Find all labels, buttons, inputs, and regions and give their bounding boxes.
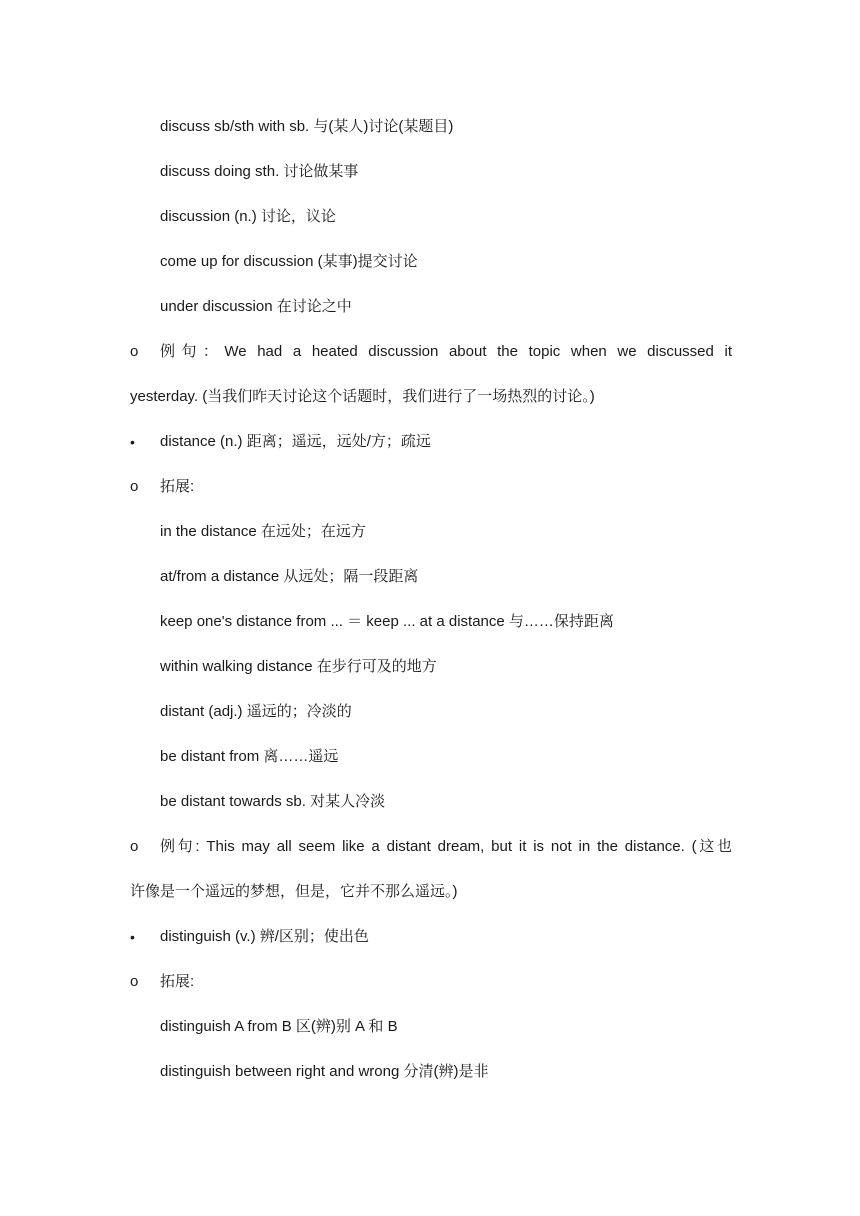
- text-line: [130, 338, 732, 383]
- text-line: [130, 968, 732, 1013]
- text-line: [130, 428, 732, 473]
- line-text: discuss doing sth. 讨论做某事: [160, 163, 359, 180]
- line-text: within walking distance 在步行可及的地方: [160, 658, 437, 675]
- text-line: [130, 563, 732, 608]
- line-text: discuss sb/sth with sb. 与(某人)讨论(某题目): [160, 118, 454, 135]
- text-line: [130, 248, 732, 293]
- line-text: at/from a distance 从远处；隔一段距离: [160, 568, 419, 585]
- text-line: [130, 383, 732, 428]
- line-marker: •: [130, 929, 135, 945]
- line-text: come up for discussion (某事)提交讨论: [160, 253, 418, 270]
- text-line: [130, 878, 732, 923]
- line-marker: o: [130, 973, 139, 990]
- line-marker: o: [130, 343, 139, 360]
- text-body: [130, 113, 732, 1103]
- line-text: in the distance 在远处；在远方: [160, 523, 366, 540]
- line-text: discussion (n.) 讨论，议论: [160, 208, 336, 225]
- text-line: [130, 293, 732, 338]
- line-text: distance (n.) 距离；遥远，远处/方；疏远: [160, 433, 431, 450]
- line-text: 例句: This may all seem like a distant dream, but it is not in the distance. (这也: [160, 838, 732, 855]
- text-line: [130, 788, 732, 833]
- line-text: distinguish between right and wrong 分清(辨)是非: [160, 1063, 489, 1080]
- line-text: 例句：We had a heated discussion about the topic when we discussed it: [160, 343, 732, 360]
- line-text: yesterday. (当我们昨天讨论这个话题时，我们进行了一场热烈的讨论。): [130, 388, 595, 405]
- text-line: [130, 1013, 732, 1058]
- line-text: distant (adj.) 遥远的；冷淡的: [160, 703, 352, 720]
- text-line: [130, 653, 732, 698]
- text-line: [130, 158, 732, 203]
- line-text: under discussion 在讨论之中: [160, 298, 352, 315]
- text-line: [130, 518, 732, 563]
- line-text: be distant from 离……遥远: [160, 748, 339, 765]
- line-text: 拓展:: [160, 973, 195, 990]
- line-text: distinguish A from B 区(辨)别 A 和 B: [160, 1018, 398, 1035]
- line-marker: o: [130, 838, 139, 855]
- line-text: 拓展:: [160, 478, 195, 495]
- text-line: [130, 833, 732, 878]
- line-text: distinguish (v.) 辨/区别；使出色: [160, 928, 369, 945]
- text-line: [130, 743, 732, 788]
- line-marker: o: [130, 478, 139, 495]
- line-text: 许像是一个遥远的梦想，但是，它并不那么遥远。): [130, 883, 458, 900]
- text-line: [130, 923, 732, 968]
- line-marker: •: [130, 434, 135, 450]
- line-text: keep one's distance from ... ＝ keep ... at a distance 与……保持距离: [160, 613, 614, 630]
- text-line: [130, 608, 732, 653]
- line-text: be distant towards sb. 对某人冷淡: [160, 793, 386, 810]
- text-line: [130, 1058, 732, 1103]
- text-line: [130, 473, 732, 518]
- text-line: [130, 203, 732, 248]
- text-line: [130, 113, 732, 158]
- text-line: [130, 698, 732, 743]
